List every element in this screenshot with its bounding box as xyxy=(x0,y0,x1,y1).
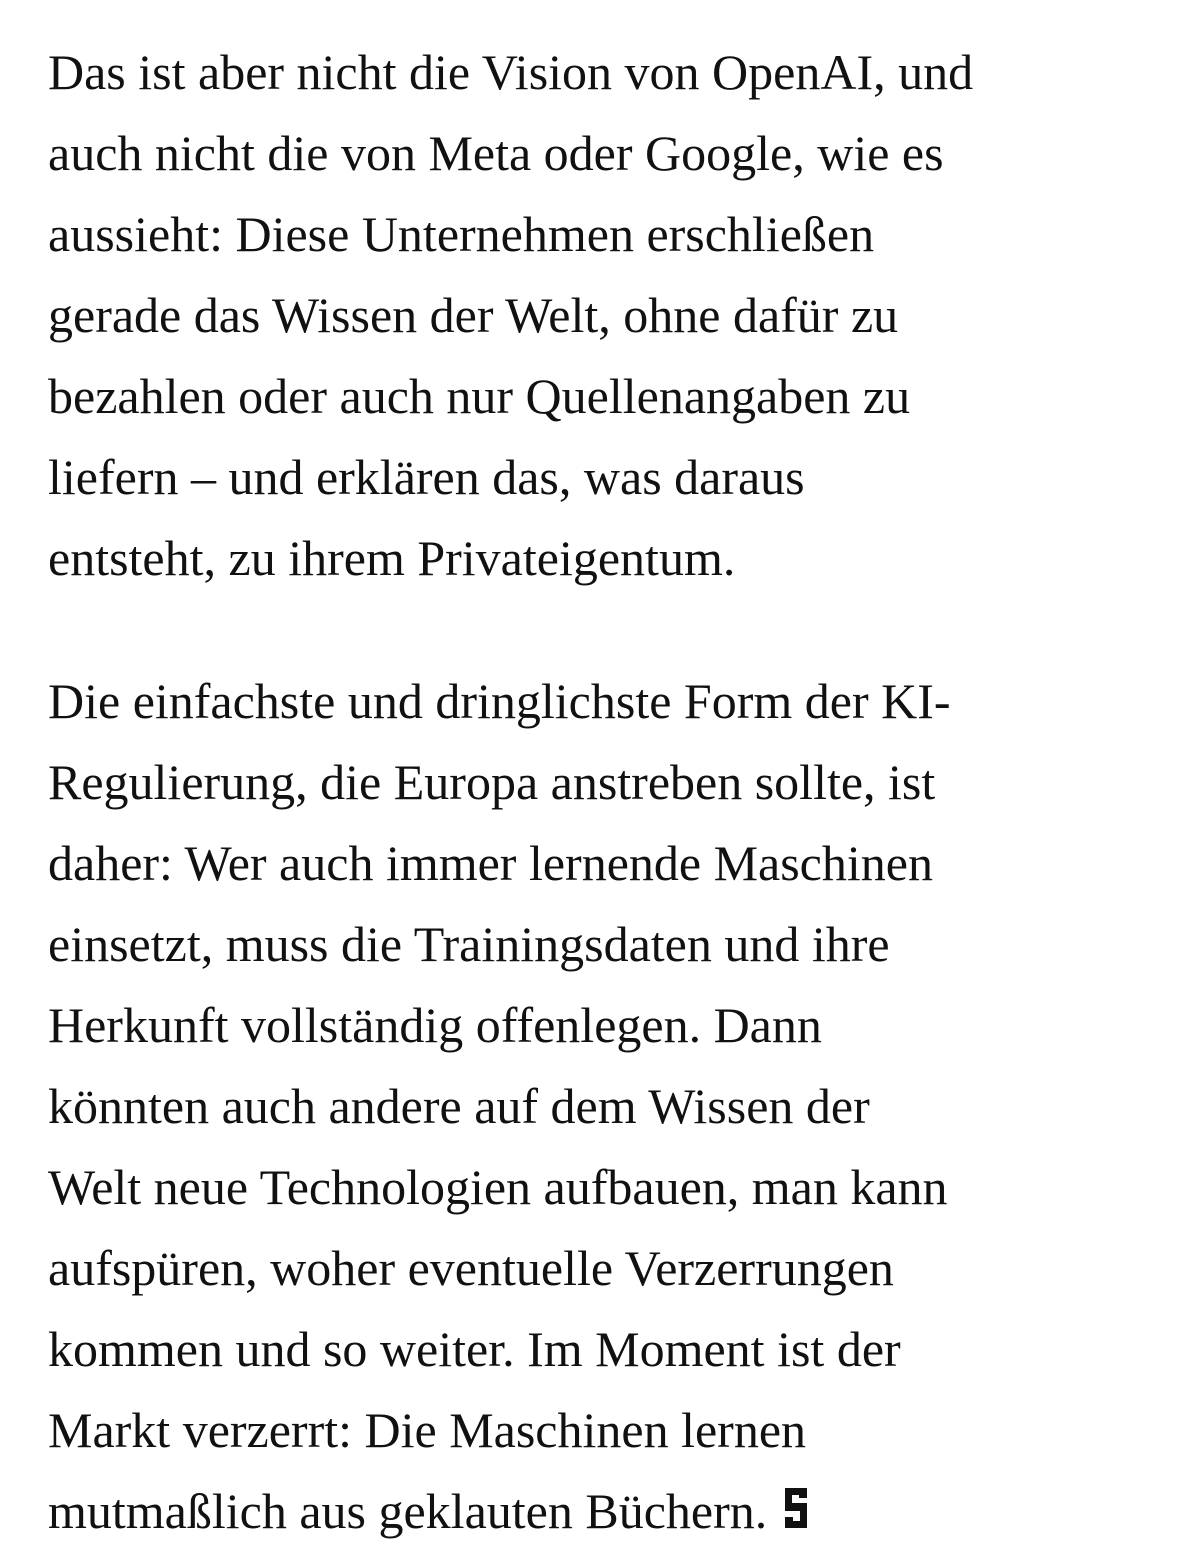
text-line: Markt verzerrt: Die Maschinen lernen xyxy=(48,1402,807,1458)
paragraph-2 xyxy=(48,661,1148,1554)
text-line: auch nicht die von Meta oder Google, wie es xyxy=(48,125,944,181)
text-line: einsetzt, muss die Trainingsdaten und ihre xyxy=(48,916,890,972)
spiegel-s-logo-icon xyxy=(781,1473,811,1554)
text-line: aufspüren, woher eventuelle Verzerrungen xyxy=(48,1240,894,1296)
last-text-line xyxy=(48,1471,1148,1554)
text-line: könnten auch andere auf dem Wissen der xyxy=(48,1078,870,1134)
text-line-content: mutmaßlich aus geklauten Büchern. xyxy=(48,1483,768,1539)
text-line: aussieht: Diese Unternehmen erschließen xyxy=(48,206,875,262)
text-line: daher: Wer auch immer lernende Maschinen xyxy=(48,835,933,891)
text-line: Herkunft vollständig offenlegen. Dann xyxy=(48,997,822,1053)
paragraph-1 xyxy=(48,32,1148,599)
text-line: gerade das Wissen der Welt, ohne dafür zu xyxy=(48,287,899,343)
text-line: liefern – und erklären das, was daraus xyxy=(48,449,805,505)
article-body xyxy=(48,32,1148,1554)
text-line: bezahlen oder auch nur Quellenangaben zu xyxy=(48,368,911,424)
text-line: Welt neue Technologien aufbauen, man kann xyxy=(48,1159,948,1215)
text-line: kommen und so weiter. Im Moment ist der xyxy=(48,1321,901,1377)
text-line: entsteht, zu ihrem Privateigentum. xyxy=(48,530,736,586)
text-line: Das ist aber nicht die Vision von OpenAI, und xyxy=(48,44,974,100)
text-line: Regulierung, die Europa anstreben sollte, ist xyxy=(48,754,936,810)
text-line: Die einfachste und dringlichste Form der KI- xyxy=(48,673,951,729)
